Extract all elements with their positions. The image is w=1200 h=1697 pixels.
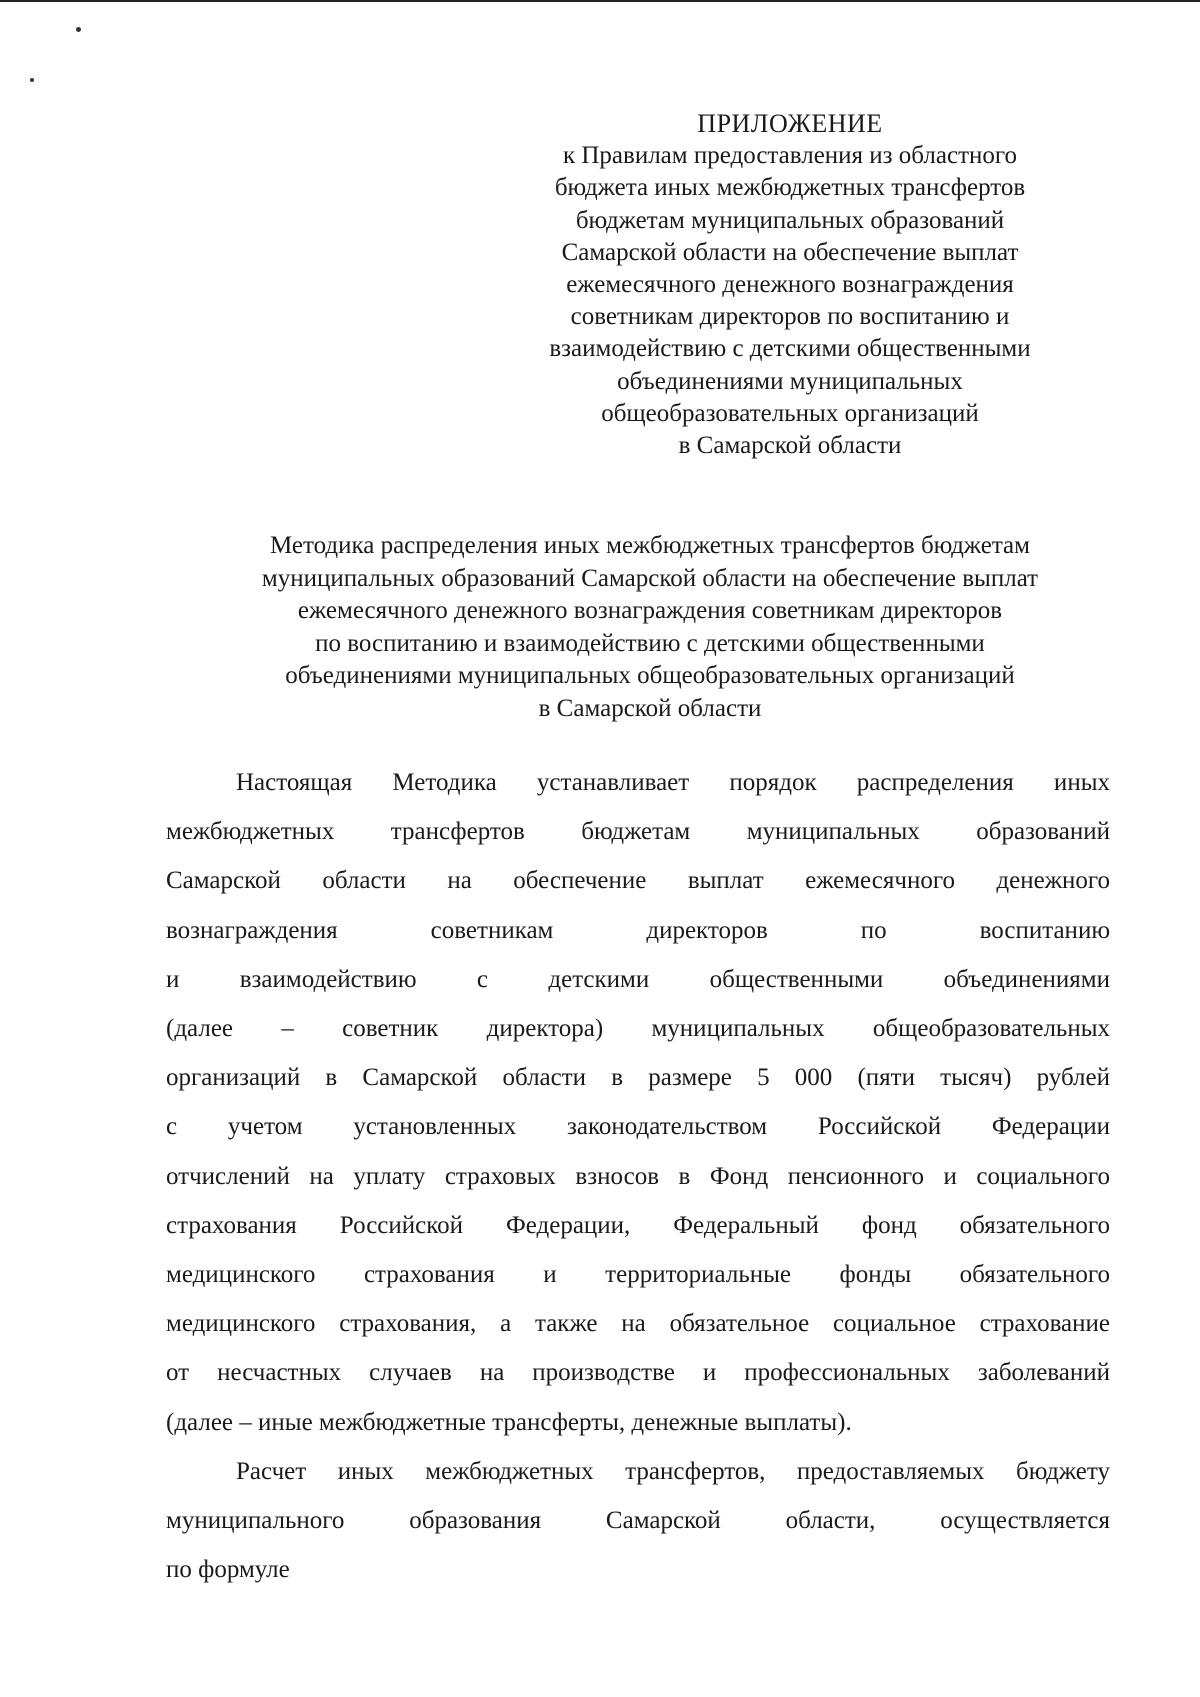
appendix-line: бюджета иных межбюджетных трансфертов xyxy=(554,174,1026,202)
appendix-title: ПРИЛОЖЕНИЕ xyxy=(697,109,883,138)
paragraph-line: вознаграждения советникам директоров по воспитанию xyxy=(166,916,1110,944)
appendix-line: объединениями муниципальных xyxy=(617,367,963,395)
appendix-line: ежемесячного денежного вознаграждения xyxy=(566,271,1014,299)
methodology-title xyxy=(170,530,1130,725)
paragraph-1 xyxy=(166,758,1110,1447)
paragraph-line: и взаимодействию с детскими общественными объединениями xyxy=(166,965,1110,993)
paragraph-line: Настоящая Методика устанавливает порядок распределения иных xyxy=(236,769,1110,796)
paragraph-line: (далее – советник директора) муниципальных общеобразовательных xyxy=(166,1015,1110,1043)
appendix-line: советникам директоров по воспитанию и xyxy=(570,303,1010,331)
paragraph-line: (далее – иные межбюджетные трансферты, денежные выплаты). xyxy=(166,1408,852,1436)
appendix-line: общеобразовательных организаций xyxy=(601,399,979,427)
paragraph-line: отчислений на уплату страховых взносов в Фонд пенсионного и социального xyxy=(166,1162,1110,1190)
paragraph-line: Расчет иных межбюджетных трансфертов, предоставляемых бюджету xyxy=(236,1457,1110,1485)
title-line: по воспитанию и взаимодействию с детскими общественными xyxy=(315,629,985,657)
appendix-line: взаимодействию с детскими общественными xyxy=(549,335,1031,363)
title-line: Методика распределения иных межбюджетных трансфертов бюджетам xyxy=(270,532,1030,559)
paragraph-line: межбюджетных трансфертов бюджетам муниципальных образований xyxy=(166,818,1110,846)
paragraph-line: Самарской области на обеспечение выплат ежемесячного денежного xyxy=(166,867,1110,895)
title-line: муниципальных образований Самарской области на обеспечение выплат xyxy=(261,564,1039,592)
title-line: ежемесячного денежного вознаграждения советникам директоров xyxy=(297,597,1003,624)
scan-top-edge xyxy=(0,0,1200,2)
paragraph-line: с учетом установленных законодательством Российской Федерации xyxy=(166,1113,1110,1141)
paragraph-line: организаций в Самарской области в размере 5 000 (пяти тысяч) рублей xyxy=(166,1064,1110,1092)
paragraph-line: страхования Российской Федерации, Федеральный фонд обязательного xyxy=(166,1211,1110,1239)
appendix-header xyxy=(520,108,1060,462)
paragraph-line: по формуле xyxy=(166,1556,290,1584)
document-body xyxy=(166,758,1110,1594)
paragraph-line: медицинского страхования и территориальные фонды обязательного xyxy=(166,1261,1110,1289)
appendix-line: бюджетам муниципальных образований xyxy=(575,206,1005,234)
appendix-line: Самарской области на обеспечение выплат xyxy=(561,238,1019,266)
appendix-line: в Самарской области xyxy=(678,432,902,460)
paragraph-line: от несчастных случаев на производстве и профессиональных заболеваний xyxy=(166,1359,1110,1387)
title-line: в Самарской области xyxy=(538,694,762,722)
scan-speck xyxy=(30,78,34,82)
appendix-line: к Правилам предоставления из областного xyxy=(562,142,1018,170)
paragraph-2 xyxy=(166,1447,1110,1595)
paragraph-line: медицинского страхования, а также на обязательное социальное страхование xyxy=(166,1310,1110,1338)
scan-speck xyxy=(76,27,81,32)
title-line: объединениями муниципальных общеобразовательных организаций xyxy=(285,662,1015,689)
paragraph-line: муниципального образования Самарской области, осуществляется xyxy=(166,1507,1110,1535)
